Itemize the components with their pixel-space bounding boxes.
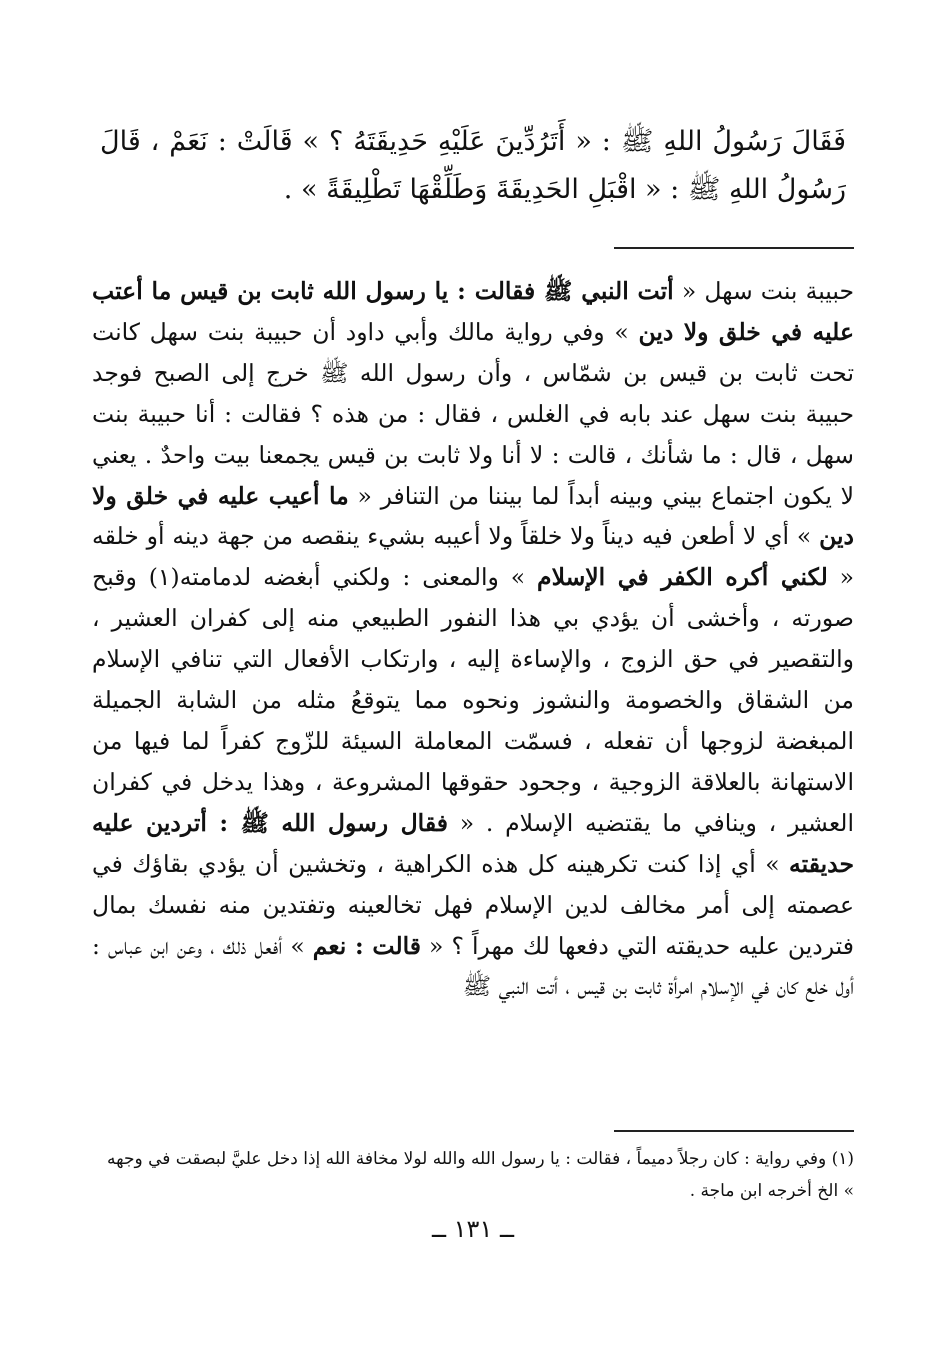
commentary-segment: » أي إذا كنت تكرهينه كل هذه الكراهية ، وتخشين أن يؤدي بقاؤك في عصمته إلى أمر مخالف لدين الإسلام فهل تخالعينه وتفتدين منه نفسك بمال فتردين عليه حديقته التي دفعها لك مهراً ؟ «: [92, 849, 855, 960]
commentary-segment: » أي لا أطعن فيه ديناً ولا خلقاً ولا أعيبه بشيء ينقصه من جهة دينه أو خلقه «: [92, 522, 855, 592]
commentary-segment: » أفعل ذلك ، وعن ابن عباس : أول خلع كان في الإسلام امرأة ثابت بن قيس ، أتت النبي ﷺ: [92, 931, 854, 1001]
commentary-text: [92, 271, 854, 1007]
footnote: (١) وفي رواية : كان رجلاً دميماً ، فقالت : يا رسول الله والله لولا مخافة الله إذا دخل عليَّ لبصقت في وجهه » الخ أخرجه ابن ماجة .: [107, 1149, 854, 1201]
hadith-text: فَقَالَ رَسُولُ اللهِ ﷺ : « أَتَرُدِّينَ عَلَيْهِ حَدِيقَتَهُ ؟ » قَالَتْ : نَعَمْ ، قَالَ رَسُولُ اللهِ ﷺ : « اقْبَلِ الحَدِيقَةَ وَطَلِّقْهَا تَطْلِيقَةً » .: [100, 126, 846, 205]
commentary-segment-bold: ما أعيب عليه في خلق ولا دين: [92, 481, 854, 551]
page-number: ــ ١٣١ ــ: [431, 1215, 515, 1243]
commentary-segment-bold: فقال رسول الله ﷺ : أتردين عليه حديقته: [92, 808, 854, 878]
separator-line: [614, 247, 854, 249]
commentary-segment: حبيبة بنت سهل «: [673, 277, 854, 305]
commentary-segment-bold: لكني أكره الكفر في الإسلام: [537, 563, 828, 592]
commentary-segment-bold: أتت النبي ﷺ فقالت : يا رسول الله ثابت بن قيس ما أعتب عليه في خلق ولا دين: [92, 277, 854, 346]
footnote-separator: [614, 1130, 854, 1132]
commentary-segment: » والمعنى : ولكني أبغضه لدمامته(١) وقبح صورته ، وأخشى أن يؤدي بي هذا النفور الطبيعي منه إلى كفران العشير ، والتقصير في حق الزوج ، والإساءة إليه ، وارتكاب الأفعال التي تنافي الإسلام من الشقاق والخصومة والنشوز ونحوه مما يتوقعُ مثله من الشابة الجميلة المبغضة لزوجها أن تفعله ، فسمّت المعاملة السيئة للزّوج كفراً لما فيها من الاستهانة بالعلاقة الزوجية ، وجحود حقوقها المشروعة ، وهذا يدخل في كفران العشير ، وينافي ما يقتضيه الإسلام . «: [92, 563, 854, 837]
commentary-segment-bold: قالت : نعم: [312, 931, 422, 960]
commentary-segment: » وفي رواية مالك وأبي داود أن حبيبة بنت سهل كانت تحت ثابت بن قيس بن شمّاس ، وأن رسول الله ﷺ خرج إلى الصبح فوجد حبيبة بنت سهل عند بابه في الغلس ، فقال : من هذه ؟ فقالت : أنا حبيبة بنت سهل ، قال : ما شأنك ، قالت : لا أنا ولا ثابت بن قيس يجمعنا بيت واحدٌ . يعني لا يكون اجتماع بيني وبينه أبداً لما بيننا من التنافر «: [92, 317, 855, 510]
